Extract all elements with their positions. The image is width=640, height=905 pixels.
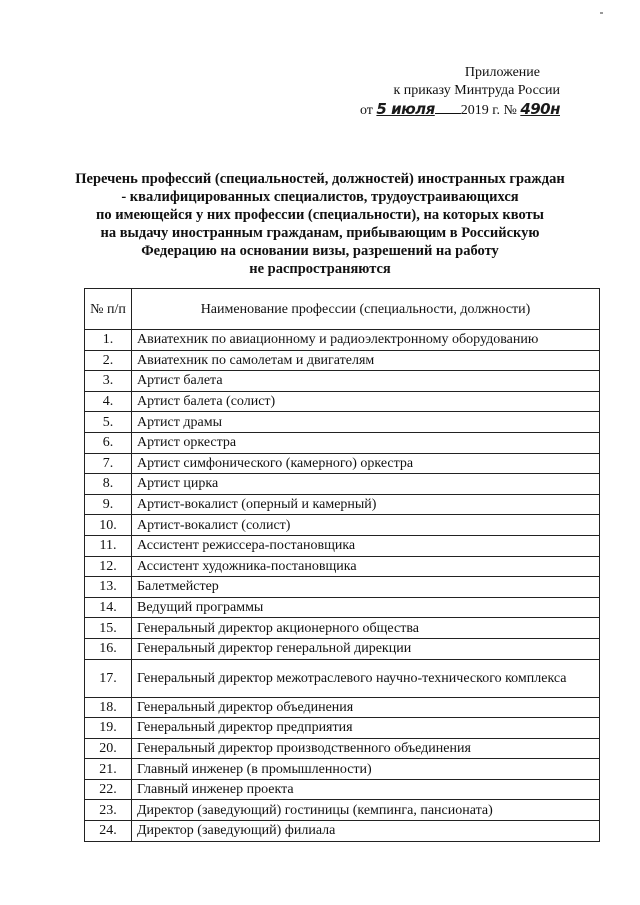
title-line: Перечень профессий (специальностей, должностей) иностранных граждан: [75, 171, 565, 187]
header-name: Наименование профессии (специальности, должности): [132, 289, 600, 330]
annex-prefix: от: [359, 103, 373, 118]
row-profession: Главный инженер проекта: [132, 779, 600, 800]
annex-order-ref: к приказу Минтруда России: [393, 83, 560, 98]
row-profession: Генеральный директор предприятия: [132, 718, 600, 739]
row-profession: Директор (заведующий) гостиницы (кемпинга, пансионата): [132, 800, 600, 821]
table-row: [85, 474, 600, 495]
document-title: [40, 170, 600, 278]
row-profession: Артист оркестра: [132, 432, 600, 453]
row-number: 14.: [85, 597, 132, 618]
table-row: [85, 697, 600, 718]
row-number: 1.: [85, 330, 132, 351]
row-profession: Артист цирка: [132, 474, 600, 495]
table-row: [85, 800, 600, 821]
row-number: 15.: [85, 618, 132, 639]
row-number: 13.: [85, 577, 132, 598]
table-row: [85, 759, 600, 780]
row-number: 11.: [85, 535, 132, 556]
title-line: не распространяются: [249, 261, 391, 277]
row-profession: Артист симфонического (камерного) оркестра: [132, 453, 600, 474]
table-row: [85, 350, 600, 371]
annex-year: 2019 г. №: [460, 103, 517, 118]
professions-table: [84, 288, 600, 842]
header-num: № п/п: [85, 289, 132, 330]
row-profession: Авиатехник по самолетам и двигателям: [132, 350, 600, 371]
row-number: 3.: [85, 371, 132, 392]
scan-speck: [600, 12, 603, 14]
row-profession: Артист балета: [132, 371, 600, 392]
row-number: 12.: [85, 556, 132, 577]
date-underline: [435, 101, 461, 114]
table-row: [85, 638, 600, 659]
row-number: 18.: [85, 697, 132, 718]
row-number: 10.: [85, 515, 132, 536]
table-row: [85, 556, 600, 577]
title-line: на выдачу иностранным гражданам, прибывающим в Российскую: [100, 225, 540, 241]
row-profession: Ассистент режиссера-постановщика: [132, 535, 600, 556]
table-row: [85, 330, 600, 351]
table-row: [85, 618, 600, 639]
title-line: по имеющейся у них профессии (специальности), на которых квоты: [96, 207, 544, 223]
row-number: 2.: [85, 350, 132, 371]
table-row: [85, 515, 600, 536]
row-profession: Артист-вокалист (солист): [132, 515, 600, 536]
table-row: [85, 738, 600, 759]
table-row: [85, 432, 600, 453]
row-profession: Генеральный директор генеральной дирекции: [132, 638, 600, 659]
row-number: 19.: [85, 718, 132, 739]
annex-date-line: [320, 100, 560, 120]
row-profession: Ведущий программы: [132, 597, 600, 618]
table-header-row: [85, 289, 600, 330]
table-row: [85, 659, 600, 697]
row-number: 6.: [85, 432, 132, 453]
row-number: 4.: [85, 391, 132, 412]
row-profession: Генеральный директор межотраслевого научно-технического комплекса: [132, 659, 600, 697]
title-line: - квалифицированных специалистов, трудоустраивающихся: [121, 189, 519, 205]
row-number: 7.: [85, 453, 132, 474]
table-row: [85, 371, 600, 392]
title-line: Федерацию на основании визы, разрешений на работу: [141, 243, 499, 259]
row-number: 8.: [85, 474, 132, 495]
row-number: 16.: [85, 638, 132, 659]
row-number: 22.: [85, 779, 132, 800]
row-profession: Генеральный директор акционерного общества: [132, 618, 600, 639]
row-number: 24.: [85, 821, 132, 842]
row-profession: Артист драмы: [132, 412, 600, 433]
table-row: [85, 821, 600, 842]
row-number: 23.: [85, 800, 132, 821]
row-profession: Артист балета (солист): [132, 391, 600, 412]
handwritten-number: 490н: [520, 100, 560, 118]
row-profession: Генеральный директор объединения: [132, 697, 600, 718]
row-number: 21.: [85, 759, 132, 780]
row-profession: Балетмейстер: [132, 577, 600, 598]
annex-title: Приложение: [464, 65, 540, 80]
table-row: [85, 535, 600, 556]
table-row: [85, 453, 600, 474]
row-profession: Авиатехник по авиационному и радиоэлектронному оборудованию: [132, 330, 600, 351]
table-row: [85, 494, 600, 515]
row-number: 5.: [85, 412, 132, 433]
row-profession: Артист-вокалист (оперный и камерный): [132, 494, 600, 515]
table-row: [85, 597, 600, 618]
row-profession: Генеральный директор производственного объединения: [132, 738, 600, 759]
table-row: [85, 718, 600, 739]
row-profession: Главный инженер (в промышленности): [132, 759, 600, 780]
row-number: 17.: [85, 659, 132, 697]
annex-header: [320, 64, 560, 120]
table-row: [85, 779, 600, 800]
table-row: [85, 412, 600, 433]
table-row: [85, 577, 600, 598]
row-profession: Директор (заведующий) филиала: [132, 821, 600, 842]
row-profession: Ассистент художника-постановщика: [132, 556, 600, 577]
row-number: 20.: [85, 738, 132, 759]
handwritten-date: 5 июля: [376, 100, 435, 118]
row-number: 9.: [85, 494, 132, 515]
table-row: [85, 391, 600, 412]
